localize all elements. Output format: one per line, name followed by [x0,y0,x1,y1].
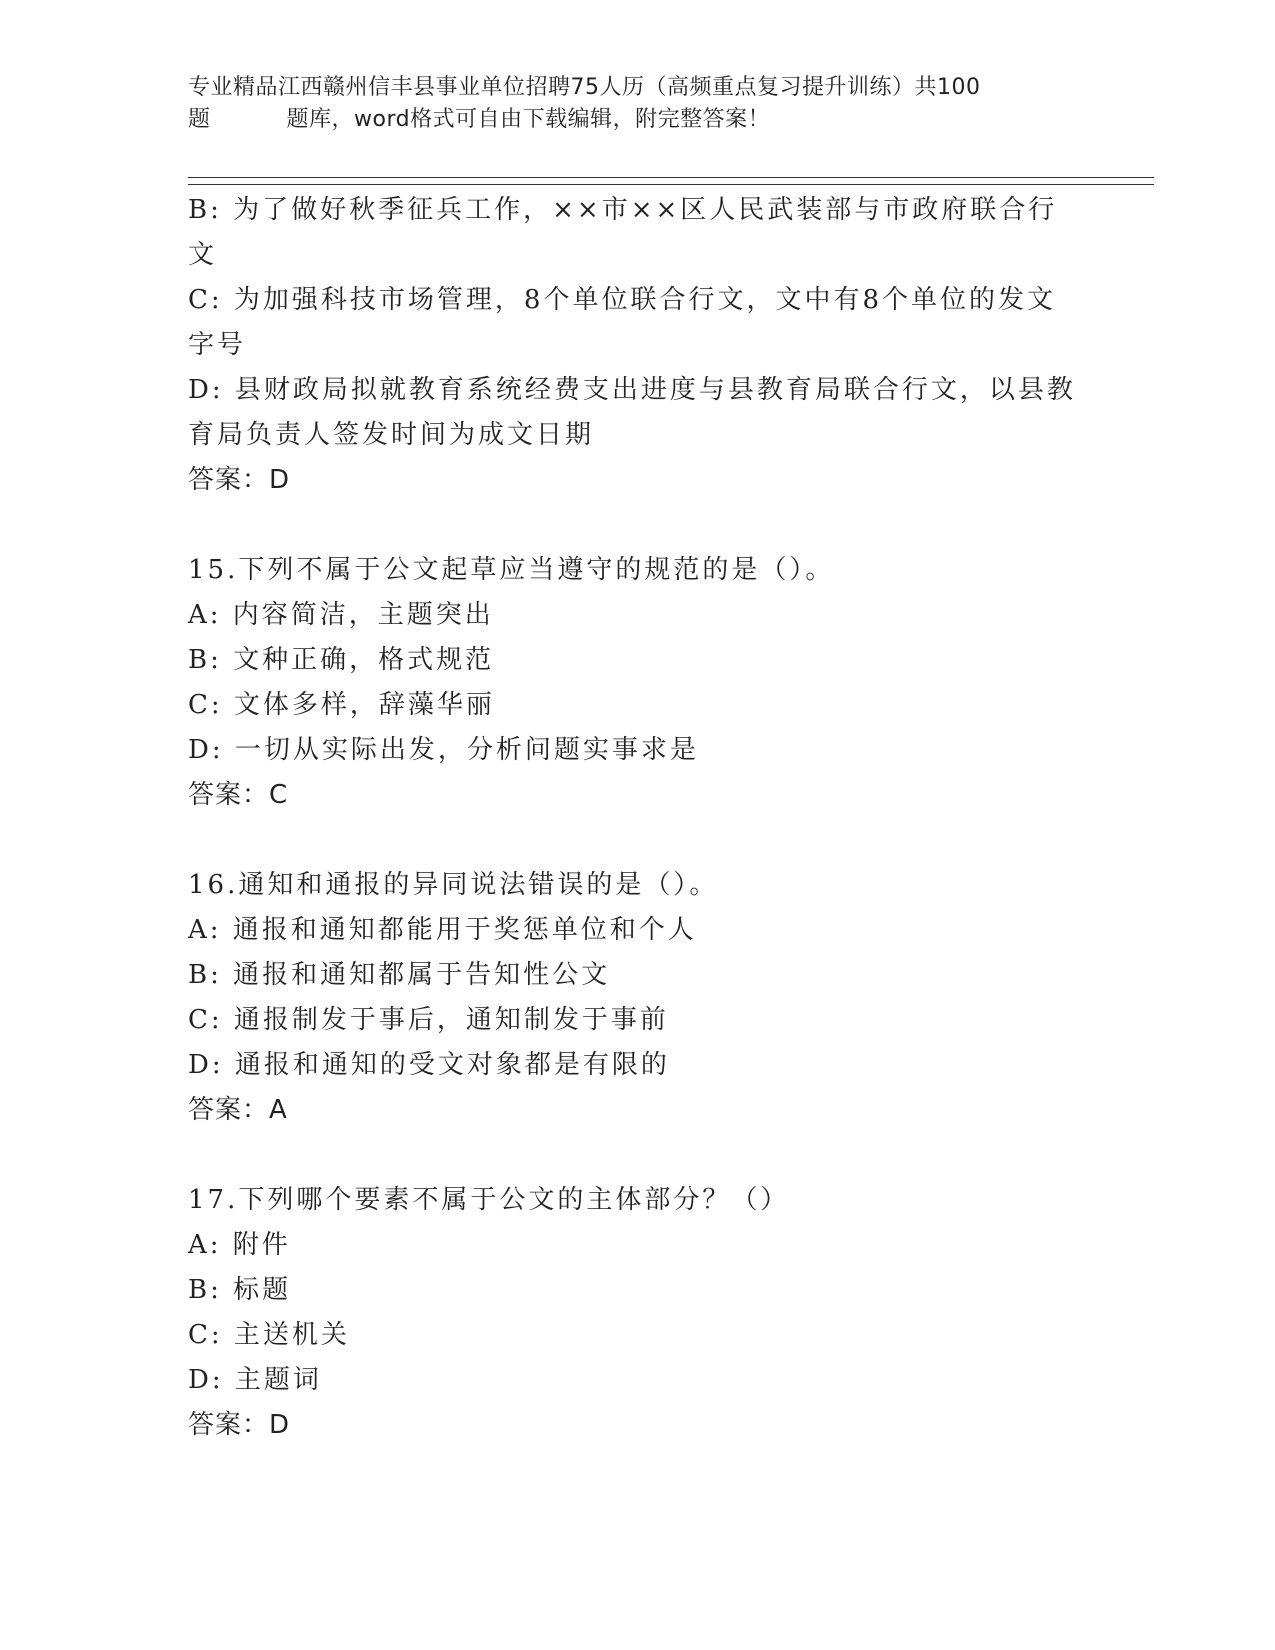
header-subtitle-right: 题库，word格式可自由下载编辑，附完整答案！ [286,107,771,132]
option-c-line1: C: 为加强科技市场管理，8个单位联合行文，文中有8个单位的发文 [188,285,1057,315]
answer-line: 答案：D [188,465,291,495]
document-header [188,72,1088,136]
header-double-rule [188,177,1154,185]
option-c-line2: 字号 [188,330,247,360]
option-c: C: 文体多样，辞藻华丽 [188,690,495,720]
header-title-line: 专业精品江西赣州信丰县事业单位招聘75人历（高频重点复习提升训练）共100 [188,75,981,100]
header-subtitle-left: 题 [188,107,211,132]
option-d: D: 主题词 [188,1365,322,1395]
answer-line: 答案：A [188,1095,288,1125]
answer-line: 答案：C [188,780,289,810]
option-a: A: 内容简洁，主题突出 [188,600,494,630]
question-stem: 15.下列不属于公文起草应当遵守的规范的是（）。 [188,555,835,585]
option-b: B: 通报和通知都属于告知性公文 [188,960,611,990]
header-subtitle-line [188,104,1088,136]
carryover-question [188,188,1088,503]
question-15 [188,548,1088,818]
option-a: A: 附件 [188,1230,291,1260]
option-b-line1: B: 为了做好秋季征兵工作，××市××区人民武装部与市政府联合行 [188,195,1058,225]
question-content [188,188,1088,1448]
question-stem: 16.通知和通报的异同说法错误的是（）。 [188,870,719,900]
option-c: C: 主送机关 [188,1320,350,1350]
option-c: C: 通报制发于事后，通知制发于事前 [188,1005,669,1035]
option-b-line2: 文 [188,240,218,270]
answer-line: 答案：D [188,1410,291,1440]
question-16 [188,863,1088,1133]
option-d-line1: D: 县财政局拟就教育系统经费支出进度与县教育局联合行文，以县教 [188,375,1076,405]
option-b: B: 标题 [188,1275,292,1305]
option-d: D: 通报和通知的受文对象都是有限的 [188,1050,670,1080]
option-d-line2: 育局负责人签发时间为成文日期 [188,420,595,450]
question-17 [188,1178,1088,1448]
option-a: A: 通报和通知都能用于奖惩单位和个人 [188,915,697,945]
question-stem: 17.下列哪个要素不属于公文的主体部分？（） [188,1185,790,1215]
option-b: B: 文种正确，格式规范 [188,645,495,675]
option-d: D: 一切从实际出发，分析问题实事求是 [188,735,699,765]
